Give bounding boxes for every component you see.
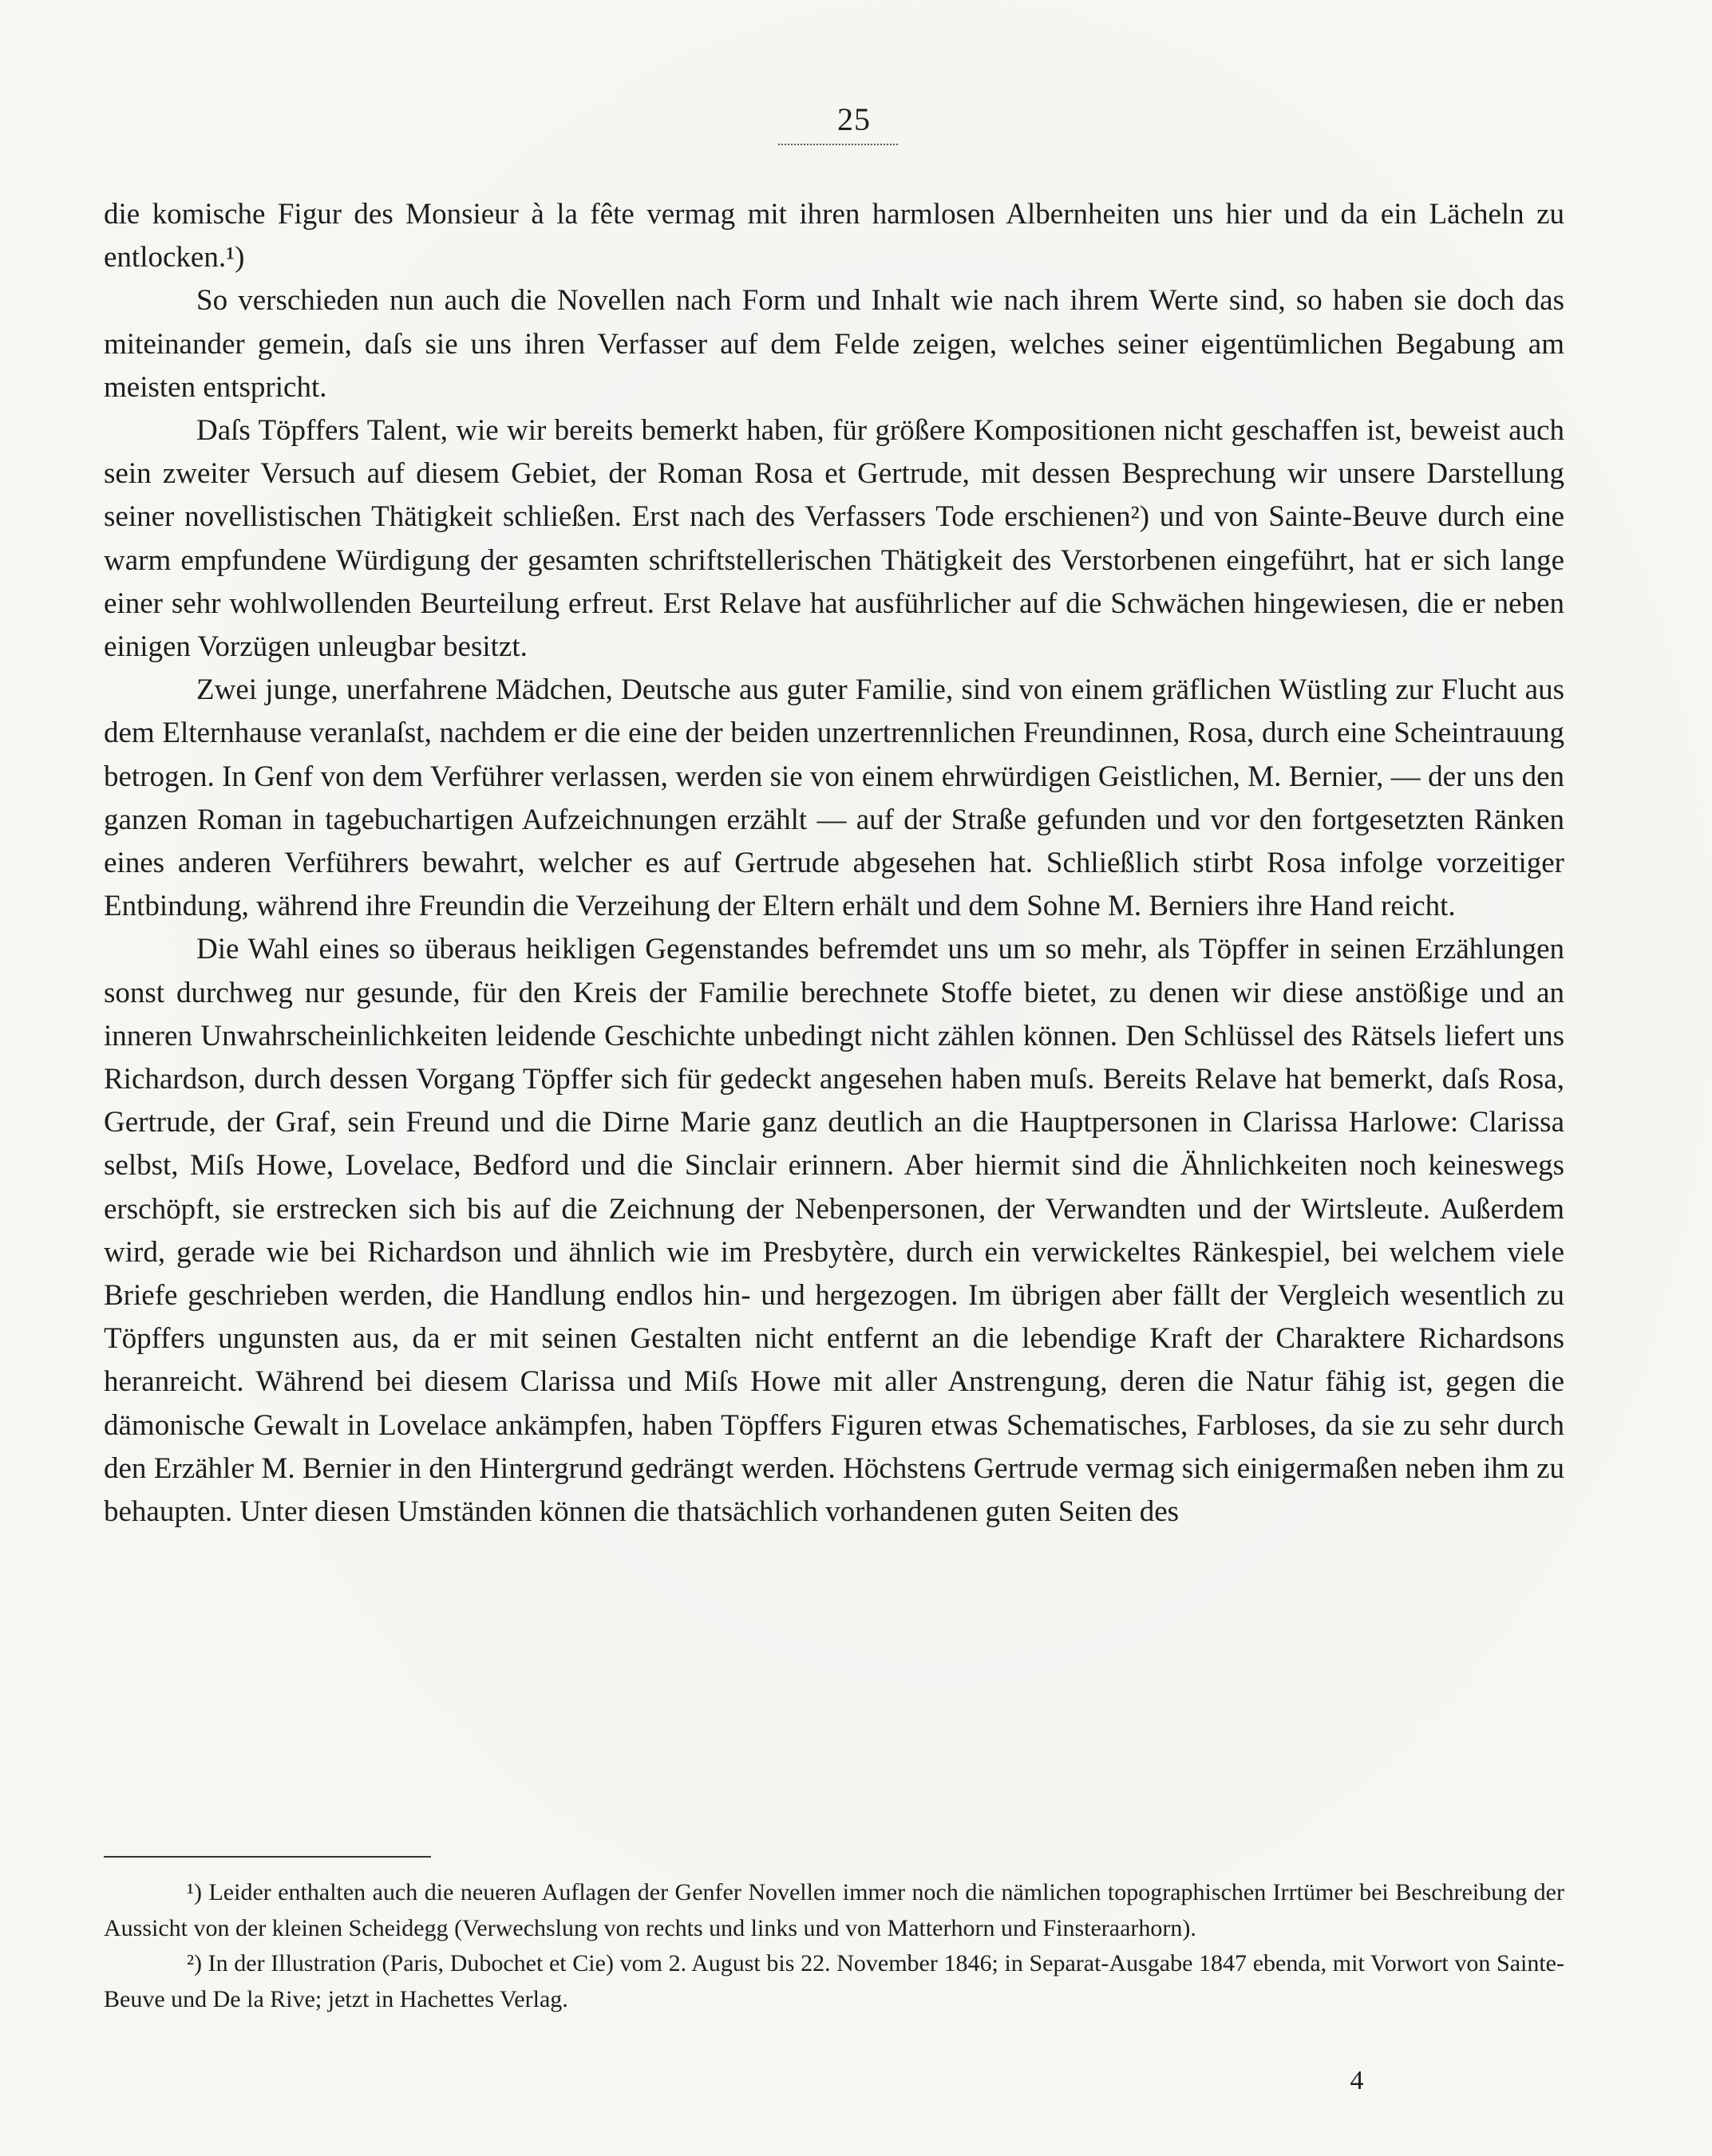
page-number: 25 bbox=[837, 101, 871, 137]
paragraph: Daſs Töpffers Talent, wie wir bereits bemerkt haben, für größere Kompositionen nicht geschaffen ist, beweist auch sein zweiter Versuch auf diesem Gebiet, der Roman Rosa et Gertrude, mit dessen Besprechung wir unsere Darstellung seiner novellistischen Thätigkeit schließen. Erst nach des Verfassers Tode erschienen²) und von Sainte-Beuve durch eine warm empfundene Würdigung der gesamten schriftstellerischen Thätigkeit des Verstorbenen eingeführt, hat er sich lange einer sehr wohlwollenden Beurteilung erfreut. Erst Relave hat ausführlicher auf die Schwächen hingewiesen, die er neben einigen Vorzügen unleugbar besitzt. bbox=[104, 414, 1564, 664]
footnote-1: ¹) Leider enthalten auch die neueren Auflagen der Genfer Novellen immer noch die nämlichen topographischen Irrtümer bei Beschreibung der Aussicht von der kleinen Scheidegg (Verwechslung von rechts und links und von Matterhorn und Finsteraarhorn). bbox=[104, 1879, 1564, 1941]
signature-mark: 4 bbox=[1350, 2066, 1364, 2095]
paragraph: Zwei junge, unerfahrene Mädchen, Deutsche aus guter Familie, sind von einem gräflichen Wüstling zur Flucht aus dem Elternhause veranlaſst, nachdem er die eine der beiden unzertrennlichen Freundinnen, Rosa, durch eine Scheintrauung betrogen. In Genf von dem Verführer verlassen, werden sie von einem ehrwürdigen Geistlichen, M. Bernier, — der uns den ganzen Roman in tagebuchartigen Aufzeichnungen erzählt — auf der Straße gefunden und vor den fortgesetzten Ränken eines anderen Verführers bewahrt, welcher es auf Gertrude abgesehen hat. Schließlich stirbt Rosa infolge vorzeitiger Entbindung, während ihre Freundin die Verzeihung der Eltern erhält und dem Sohne M. Berniers ihre Hand reicht. bbox=[104, 673, 1564, 923]
paragraph: So verschieden nun auch die Novellen nach Form und Inhalt wie nach ihrem Werte sind, so haben sie doch das miteinander gemein, daſs sie uns ihren Verfasser auf dem Felde zeigen, welches seiner eigentümlichen Begabung am meisten entspricht. bbox=[104, 284, 1564, 404]
body-text bbox=[104, 193, 1564, 1534]
footnote-2: ²) In der Illustration (Paris, Dubochet et Cie) vom 2. August bis 22. November 1846; in Separat-Ausgabe 1847 ebenda, mit Vorwort von Sainte-Beuve und De la Rive; jetzt in Hachettes Verlag. bbox=[104, 1950, 1564, 2012]
paragraph: Die Wahl eines so überaus heikligen Gegenstandes befremdet uns um so mehr, als Töpffer in seinen Erzählungen sonst durchweg nur gesunde, für den Kreis der Familie berechnete Stoffe bietet, zu denen wir diese anstößige und an inneren Unwahrscheinlichkeiten leidende Geschichte unbedingt nicht zählen können. Den Schlüssel des Rätsels liefert uns Richardson, durch dessen Vorgang Töpffer sich für gedeckt angesehen haben muſs. Bereits Relave hat bemerkt, daſs Rosa, Gertrude, der Graf, sein Freund und die Dirne Marie ganz deutlich an die Hauptpersonen in Clarissa Harlowe: Clarissa selbst, Miſs Howe, Lovelace, Bedford und die Sinclair erinnern. Aber hiermit sind die Ähnlichkeiten noch keineswegs erschöpft, sie erstrecken sich bis auf die Zeichnung der Nebenpersonen, der Verwandten und der Wirtsleute. Außerdem wird, gerade wie bei Richardson und ähnlich wie im Presbytère, durch ein verwickeltes Ränkespiel, bei welchem viele Briefe geschrieben werden, die Handlung endlos hin- und hergezogen. Im übrigen aber fällt der Vergleich wesentlich zu Töpffers ungunsten aus, da er mit seinen Gestalten nicht entfernt an die lebendige Kraft der Charaktere Richardsons heranreicht. Während bei diesem Clarissa und Miſs Howe mit aller Anstrengung, deren die Natur fähig ist, gegen die dämonische Gewalt in Lovelace ankämpfen, haben Töpffers Figuren etwas Schematisches, Farbloses, da sie zu sehr durch den Erzähler M. Bernier in den Hintergrund gedrängt werden. Höchstens Gertrude vermag sich einigermaßen neben ihm zu behaupten. Unter diesen Umständen können die thatsächlich vorhandenen guten Seiten des bbox=[104, 933, 1564, 1529]
footnotes bbox=[104, 1875, 1564, 2017]
footnote-divider bbox=[104, 1856, 431, 1858]
paragraph-continuation: die komische Figur des Monsieur à la fête vermag mit ihren harmlosen Albernheiten uns hier und da ein Lächeln zu entlocken.¹) bbox=[104, 198, 1564, 274]
page-number-rule bbox=[778, 144, 898, 145]
